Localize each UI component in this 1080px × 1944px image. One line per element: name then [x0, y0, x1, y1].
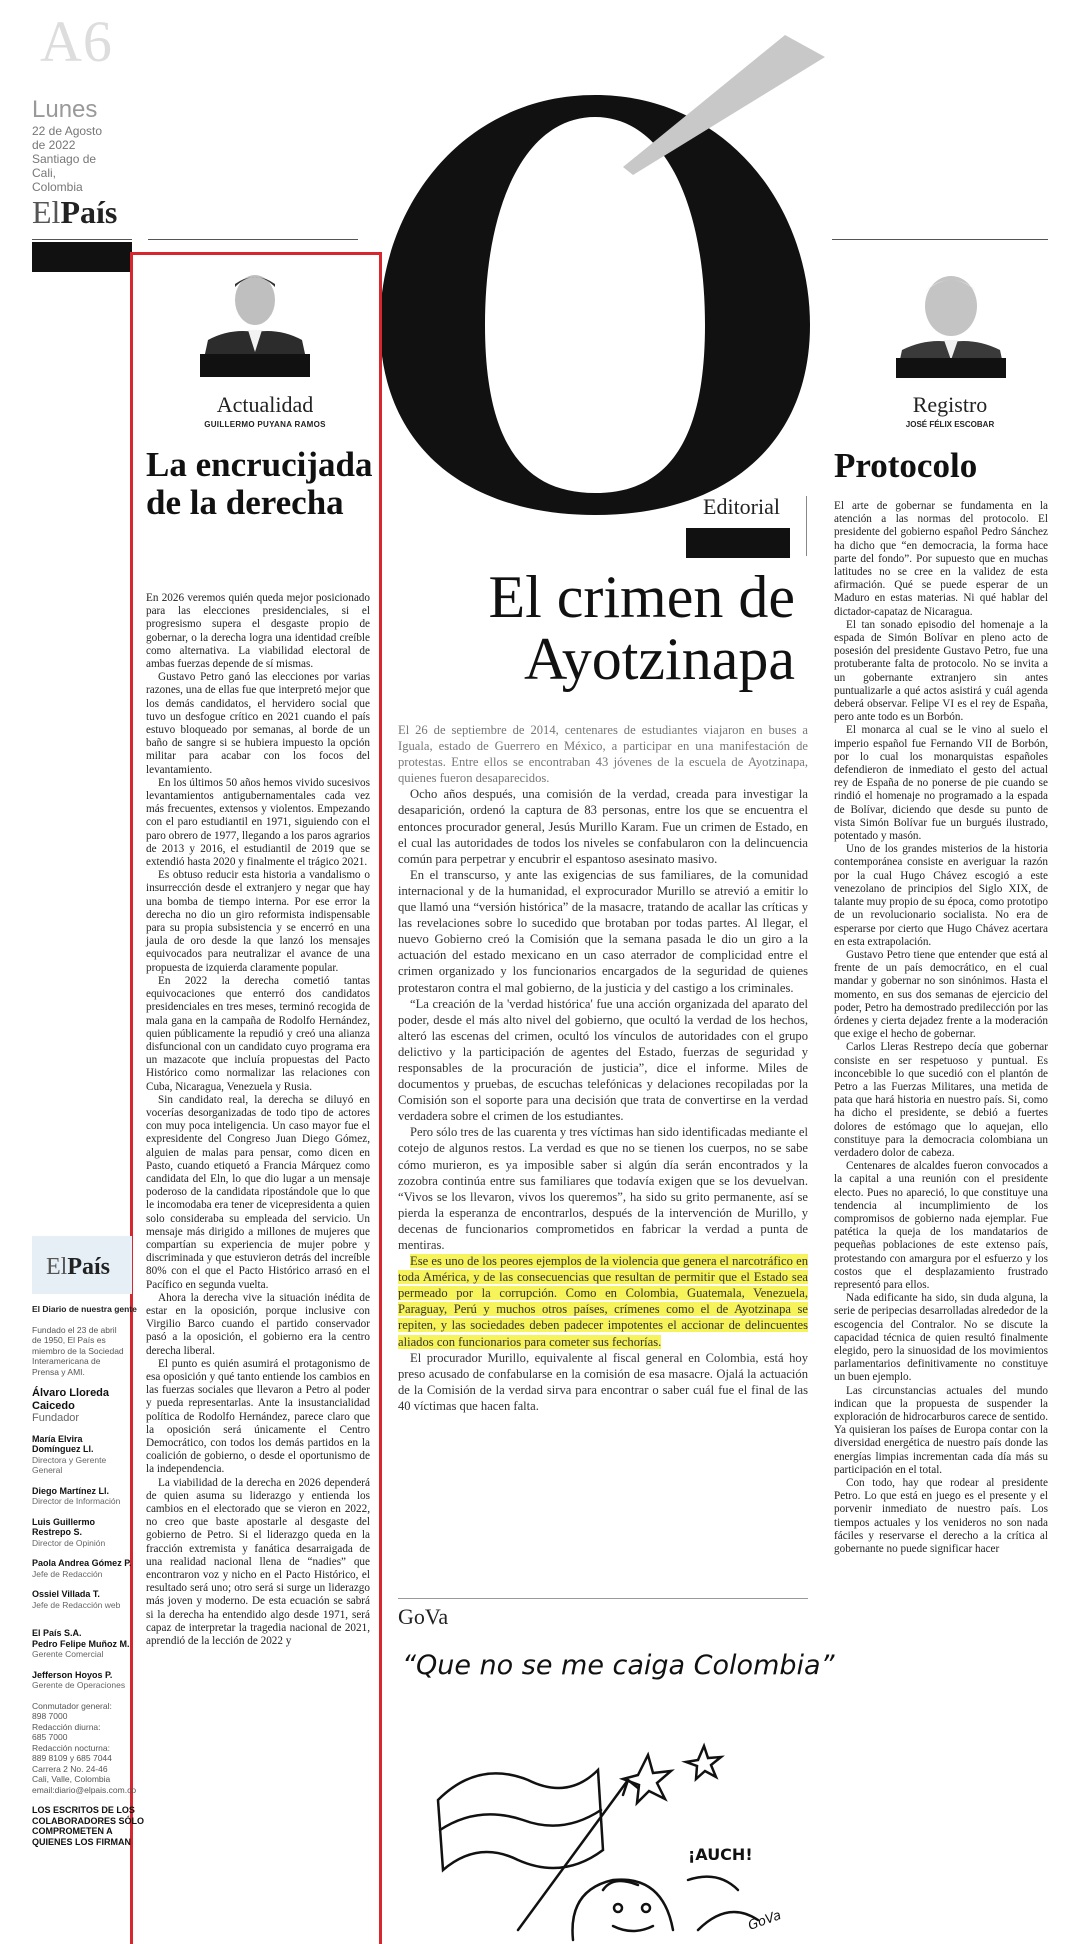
- paragraph: “La creación de la 'verdad histórica' fue una acción organizada del aparato del poder, desde el más alto nivel del gobierno, que ocultó la verdad de los hechos, alteró las escenas del crimen, ocultó los vínculos de autoridades con el grupo delictivo y la participación de agentes del Estado, fuerzas de seguridad y responsables de la procuración de justicia”, dice el informe. Miles de documentos y pruebas, de escuchas telefónicas y delaciones recopiladas por la Comisión son el soporte para una decisión que trata de convertirse en la verdad verdadera sobre el crimen de los estudiantes.: [398, 996, 808, 1124]
- contact-line: email:diario@elpais.com.co: [32, 1784, 137, 1795]
- logo-bold: País: [67, 1254, 110, 1280]
- paragraph: El tan sonado episodio del homenaje a la espada de Simón Bolívar en pleno acto de posesión del presidente Gustavo Petro, fue una protuberante falta de protocolo. No se invita a un gobernante extranjero sin antes puntualizarle a qué actos asistirá y cuál agenda deberá observar. Felipe VI es el rey de España, pero ante todo es un Borbón.: [834, 618, 1048, 724]
- staff-entry: [32, 1517, 132, 1549]
- paragraph: La viabilidad de la derecha en 2026 dependerá de quien asuma su liderazgo y entienda los cambios en el electorado que se vieron en 2022, no creo que baste apostarle al desgaste del gobierno de Petro. Si el liderazgo queda en la fracción extremista y fanática desarraigada de una realidad nacional llena de “nadies” que encontraron voz y nicho en el Pacto Histórico, el resultado será uno; otro será si surge un liderazgo más joven y moderno. De esta ecuación se sabrá si la derecha ha entendido algo desde 1971, será capaz de interpretar la tragedia nacional de 2021, aprendió de la lección de 2022 y: [146, 1476, 370, 1648]
- editorial-title: [395, 566, 795, 690]
- editorial-bar: [686, 528, 790, 558]
- staff-entry: [32, 1558, 132, 1579]
- disclaimer-line: COLABORADORES SÓLO: [32, 1815, 145, 1826]
- founded-line: Prensa y AMI.: [32, 1366, 85, 1377]
- highlighted-paragraph: [398, 1253, 808, 1350]
- paragraph: Uno de los grandes misterios de la historia contemporánea consiste en averiguar la razón por la cual Hugo Chávez escogió a este venezolano de principios del Siglo XIX, de talante muy propio de su época, como prototipo de un revolucionario socialista. No era de esperarse por cierto que Hugo Chávez acertara en esta extrapolación.: [834, 843, 1048, 948]
- founded-text: [32, 1325, 132, 1378]
- page-number: A6: [40, 9, 113, 74]
- paragraph: Las circunstancias actuales del mundo indican que la propuesta de suspender la exploración de hidrocarburos carece de sentido. Ya quisieran los países de Europa contar con la diversidad energética de nuestro país donde las energías limpias incrementan cada día más su participación en el total.: [834, 1384, 1048, 1476]
- staff-name: Luis Guillermo: [32, 1516, 96, 1527]
- paragraph: Carlos Lleras Restrepo decía que gobernar consiste en ser respetuoso y puntual. Es inconcebible lo que sucedió con el plantón de Petro a las Fuerzas Militares, una metida de pata que hará historia en nuestro país. Si, como ha dicho el presidente, se debió a fuertes dolores de estómago que lo aquejan, ello constituye para la democracia colombiana un verdadero dolor de cabeza.: [834, 1041, 1048, 1159]
- logo-light: El: [46, 1254, 68, 1280]
- logo-bold: País: [60, 194, 118, 230]
- column-author: GUILLERMO PUYANA RAMOS: [204, 420, 326, 429]
- column-author: JOSÉ FÉLIX ESCOBAR: [905, 420, 995, 429]
- paragraph: El monarca al cual se le vino al suelo el imperio español fue Fernando VII de Borbón, por lo cual los monarquistas españoles defendieron de inmediato el gesto del actual rey de España de no ponerse de pie cuando se rindió el homenaje no programado a la espada de Bolívar, diciendo que desde su punto de vista Simón Bolívar fue un burgués ilustrado, potentado y masón.: [834, 724, 1048, 843]
- contact-line: 889 8109 y 685 7044: [32, 1753, 112, 1763]
- editorial-label: Editorial: [703, 494, 780, 519]
- date-line: Colombia: [32, 180, 83, 194]
- founder-name: Caicedo: [32, 1400, 75, 1412]
- paragraph: En 2022 la derecha cometió tantas equivocaciones que enterró dos candidatos presidenciales en tres meses, terminó recogida de mala gana en la campaña de Rodolfo Hernández, quien públicamente la repudió y creó una alianza disfuncional con un candidato cuyo programa era un mazacote que incluía propuestas del Pacto Histórico como normalizar las relaciones con Cuba, Nicaragua, Venezuela y Rusia.: [146, 974, 370, 1093]
- staff-entry: [32, 1434, 132, 1476]
- contact-line: Conmutador general:: [32, 1700, 112, 1711]
- title-line: Ayotzinapa: [523, 626, 795, 692]
- cartoon-caption: “Que no se me caiga Colombia”: [402, 1650, 835, 1681]
- editorial-rule: [806, 496, 807, 556]
- founded-line: Fundado el 23 de abril: [32, 1324, 117, 1335]
- section-bar: [32, 242, 132, 272]
- cartoon-exclamation: ¡AUCH!: [688, 1845, 753, 1864]
- paragraph: Centenares de alcaldes fueron convocados a la capital a una reunión con el presidente electo. Pues no apareció, lo que constituye una tendencia al incumplimiento de los compromisos de gobierno nada ejemplar. Fue patética la queja de los mandatarios de pequeñas poblaciones de este extenso país, protestando con amargura por el esfuerzo y los costos que el desplazamiento frustrado representó para ellos.: [834, 1160, 1048, 1291]
- staff-name: Ossiel Villada T.: [32, 1589, 100, 1599]
- staff-role: Director de Información: [32, 1496, 121, 1506]
- staff-entry: [32, 1486, 132, 1507]
- date-line: de 2022: [32, 138, 76, 152]
- paragraph: Ocho años después, una comisión de la verdad, creada para investigar la desaparición, ordenó la captura de 83 personas, entre los que se encuentra el entonces procurador general, Jesús Murillo Karam. Fue un crimen de Estado, en el cual las autoridades de todos los niveles se confabularon con la delincuencia común para perpetrar y encubrir el espantoso asesinato masivo.: [398, 787, 808, 866]
- contact-line: Redacción nocturna:: [32, 1742, 110, 1753]
- column-section: Registro: [912, 392, 988, 417]
- paragraph: En 2026 veremos quién queda mejor posicionado para las elecciones presidenciales, si el progresismo supera el desgaste propio de gobernar, o la derecha logra una identidad creíble como alternativa. La viabilidad electoral de ambas fuerzas depende de sí mismas.: [146, 592, 370, 671]
- disclaimer-line: LOS ESCRITOS DE LOS: [32, 1805, 135, 1815]
- paragraph: Ahora la derecha vive la situación inédita de estar en la oposición, porque inclusive con Virgilio Barco cuando el partido conservador pasó a la oposición, el gobierno era la centro derecha liberal.: [146, 1291, 370, 1357]
- author-portrait: [896, 262, 1006, 378]
- staff-entry: [32, 1589, 132, 1610]
- paragraph: Sin candidato real, la derecha se diluyó en vocerías desorganizadas de todo tipo de actores con muy poca inteligencia. Un caso mayor fue el expresidente del Congreso Juan Diego Gómez, alguien de malas para pensar, como dicen en Pasto, cuando etiquetó a Francia Márquez como candidata del Eln, lo que dio lugar a un mensaje poderoso de la candidata ripostándole que lo que le incomodaba era tener de vicepresidenta a quien solo consideraba su empleada del servicio. Un mensaje más dirigido a millones de mujeres que compartían su experiencia de mujer pobre y discriminada y que estuvieron detrás del increíble 80% con el que el Pacto Histórico arrasó en el Pacífico en segunda vuelta.: [146, 1093, 370, 1291]
- cartoon-rule: [398, 1598, 808, 1599]
- paragraph: Con todo, hay que rodear al presidente Petro. Lo que está en juego es el presente y el porvenir inmediato de nuestro país. Los tiempos actuales y los venideros no son nada fáciles y reservarse el derecho a la crítica al gobernante no puede significar hacer: [834, 1477, 1048, 1556]
- editorial-lead: El 26 de septiembre de 2014, centenares de estudiantes viajaron en buses a Iguala, estado de Guerrero en México, a participar en una manifestación de protestas. Entre ellos se encontraban 43 jóvenes de la escuela de Ayotzinapa, quienes fueron desaparecidos.: [398, 723, 808, 786]
- staff-name: María Elvira: [32, 1433, 83, 1444]
- paragraph: Nada edificante ha sido, sin duda alguna, la serie de peripecias desarrolladas alrededor de la escogencia del Contralor. No se discute la capacidad técnica de quien resultó finalmente elegido, pero la sinuosidad de los movimientos parlamentarios definitivamente no constituye un buen ejemplo.: [834, 1292, 1048, 1384]
- ops-role: Gerente de Operaciones: [32, 1680, 126, 1690]
- paragraph: El procurador Murillo, equivalente al fiscal general en Colombia, está hoy preso acusado de confabularse en la comisión de esa masacre. Ojalá la actuación de la Comisión de la verdad sirva para encontrar o saber cuál fue el final de las 40 víctimas que hacen falta.: [398, 1350, 808, 1413]
- company-role: Gerente Comercial: [32, 1649, 104, 1659]
- staff-role: Director de Opinión: [32, 1537, 106, 1548]
- contact-line: 685 7000: [32, 1732, 68, 1742]
- logo-light: El: [32, 194, 61, 230]
- paragraph: Gustavo Petro tiene que entender que está al frente de un país democrático, en el cual mandar y gobernar no son sinónimos. Hasta el momento, en sus dos semanas de ejercicio del poder, Petro ha demostrado predilección por las órdenes y cierta dejadez frente a la moderación que exige el hecho de gobernar.: [834, 948, 1048, 1041]
- column-body: [834, 500, 1048, 1556]
- weekday: Lunes: [32, 96, 98, 123]
- author-portrait: [200, 262, 310, 377]
- opinion-logo-glyph: [365, 35, 825, 515]
- founder: [32, 1387, 132, 1424]
- staff-name: Diego Martínez Ll.: [32, 1485, 110, 1496]
- date-line: Santiago de Cali,: [32, 152, 97, 180]
- staff-name: Domínguez Ll.: [32, 1444, 94, 1454]
- highlight: Ese es uno de los peores ejemplos de la violencia que genera el narcotráfico en toda América, y de las consecuencias que resultan de permitir que el Estado sea permeado por la corrupción. Como en Colombia, Guatemala, Venezuela, Paraguay, Perú y muchos otros países, crímenes como el de Ayotzinapa se repiten, y las sociedades deben padecer impotentes el accionar de delincuentes aliados con funcionarios para cometer sus fechorías.: [398, 1254, 808, 1349]
- masthead-box-logo: [46, 1254, 110, 1281]
- paragraph: En el transcurso, y ante las exigencias de sus familiares, de la comunidad internacional y de la humanidad, el exprocurador Murillo se atrevió a emitir lo que llamó una “versión histórica” de la masacre, tratando de acallar las críticas y las revelaciones sobre lo sucedido que brotaban por todas partes. Al llegar, el nuevo Gobierno creó la Comisión que la semana pasada le dio un giro a la actuación del estado mexicano en un caso aterrador de complicidad entre el crimen organizado y los funcionarios encargados de la seguridad de quienes protestaron contra el mal gobierno, de la justicia y del castigo a los criminales.: [398, 867, 808, 995]
- column-title: La encrucijada de la derecha: [146, 445, 373, 522]
- founder-name: Álvaro Lloreda: [32, 1387, 110, 1399]
- date-line: 22 de Agosto: [32, 124, 103, 138]
- header-rule: [832, 239, 1048, 240]
- contact-line: Cali, Valle, Colombia: [32, 1774, 111, 1784]
- column-section: Actualidad: [216, 392, 314, 417]
- cartoon-section: GoVa: [398, 1604, 449, 1629]
- paragraph: Gustavo Petro ganó las elecciones por varias razones, una de ellas fue que interpretó mejor que los demás candidatos, el hervidero social que tuvo un desfogue crítico en 2021 cuando el país estuvo bloqueado por semanas, al borde de un baño de sangre si se hubiera impuesto la opción militar para acabar con los focos del levantamiento.: [146, 671, 370, 776]
- editorial-body: [398, 722, 808, 1414]
- staff-role: Jefe de Redacción: [32, 1568, 103, 1579]
- contact-line: 898 7000: [32, 1711, 68, 1721]
- header-rule: [32, 239, 132, 240]
- date-block: [32, 124, 122, 194]
- contact-line: Carrera 2 No. 24-46: [32, 1763, 108, 1774]
- contact-info: [32, 1700, 137, 1796]
- column-title: Protocolo: [834, 446, 978, 485]
- ops-name: Jefferson Hoyos P.: [32, 1669, 113, 1680]
- paragraph: En los últimos 50 años hemos vivido sucesivos levantamientos antigubernamentales cada vez más frecuentes, extensos y violentos. Empezando con el paro estudiantil en 1971, siguiendo con el paro obrero de 1977, llegando a los paros agrarios de 2013 y 2016, el estudiantil de 2019 que se extendió hasta 2020 y finalmente el trágico 2021.: [146, 776, 370, 869]
- cartoon-signature: GoVa: [746, 1908, 784, 1934]
- paragraph: Pero sólo tres de las cuarenta y tres víctimas han sido identificadas mediante el cotejo de algunos restos. La verdad es que no se tienen los cuerpos, no se sabe cómo murieron, es ya imposible saber si algún día serán encontrados y la zozobra continúa entre sus familiares que todavía exigen que se los devuelvan. “Vivos se los llevaron, vivos los queremos”, ha sido su grito permanente, así se pierda la esperanza de encontrarlos, después de la intervención de Murillo, y decenas de funcionarios comprometidos en fabricar la verdad a punta de mentiras.: [398, 1125, 808, 1252]
- masthead-tagline: El Diario de nuestra gente: [32, 1304, 137, 1314]
- title-line: El crimen de: [488, 564, 795, 630]
- founder-role: Fundador: [32, 1412, 80, 1424]
- founded-line: Interamericana de: [32, 1356, 101, 1366]
- header-rule: [148, 239, 358, 240]
- ops-entry: [32, 1670, 132, 1691]
- company-entry: [32, 1628, 132, 1660]
- staff-role: Jefe de Redacción web: [32, 1599, 121, 1610]
- founded-line: miembro de la Sociedad: [32, 1345, 124, 1356]
- staff-name: Restrepo S.: [32, 1527, 83, 1537]
- staff-role: General: [32, 1465, 63, 1475]
- paragraph: El punto es quién asumirá el protagonismo de esa oposición y qué tanto entiende los cambios en las fuerzas sociales que llevaron a Petro al poder y pueda representarlas. Ante la insustancialidad política de Rodolfo Hernández, parece claro que la oposición será únicamente el Centro Democrático, con todos los demás partidos en la coalición de gobierno, o desde el oportunismo de la independencia.: [146, 1357, 370, 1476]
- contact-line: Redacción diurna:: [32, 1721, 101, 1732]
- founded-line: de 1950, El País es: [32, 1335, 106, 1345]
- disclaimer-line: QUIENES LOS FIRMAN: [32, 1836, 132, 1847]
- paragraph: Es obtuso reducir esta historia a vandalismo o insurrección desde el extranjero y negar que hay una bomba de tiempo interna. Por ese error la derecha no dio un giro reformista indispensable para su propia subsistencia y se encerró en una jaula de oro desde la que lanzó los mensajes equivocados para neutralizar el avance de una propuesta de izquierda claramente popular.: [146, 869, 370, 974]
- staff-name: Paola Andrea Gómez P.: [32, 1558, 132, 1568]
- staff-role: Directora y Gerente: [32, 1454, 107, 1465]
- column-body: [146, 592, 370, 1648]
- masthead-info: [32, 1304, 145, 1847]
- company-manager: Pedro Felipe Muñoz M.: [32, 1638, 130, 1649]
- cartoon-drawing: [398, 1640, 835, 1941]
- paragraph: El arte de gobernar se fundamenta en la atención a las normas del protocolo. El presidente del gobierno español Pedro Sánchez ha dicho que “en democracia, la forma hace parte del fondo”. Por supuesto que en muchas latitudes no se cree en la validez de esta afirmación. Qué se puede esperar de un Maduro en estas materias. Ni qué hablar del dictador-capataz de Nicaragua.: [834, 500, 1048, 618]
- masthead-logo: [32, 194, 117, 231]
- disclaimer: [32, 1805, 145, 1847]
- disclaimer-line: COMPROMETEN A: [32, 1826, 113, 1836]
- company-name: El País S.A.: [32, 1628, 82, 1638]
